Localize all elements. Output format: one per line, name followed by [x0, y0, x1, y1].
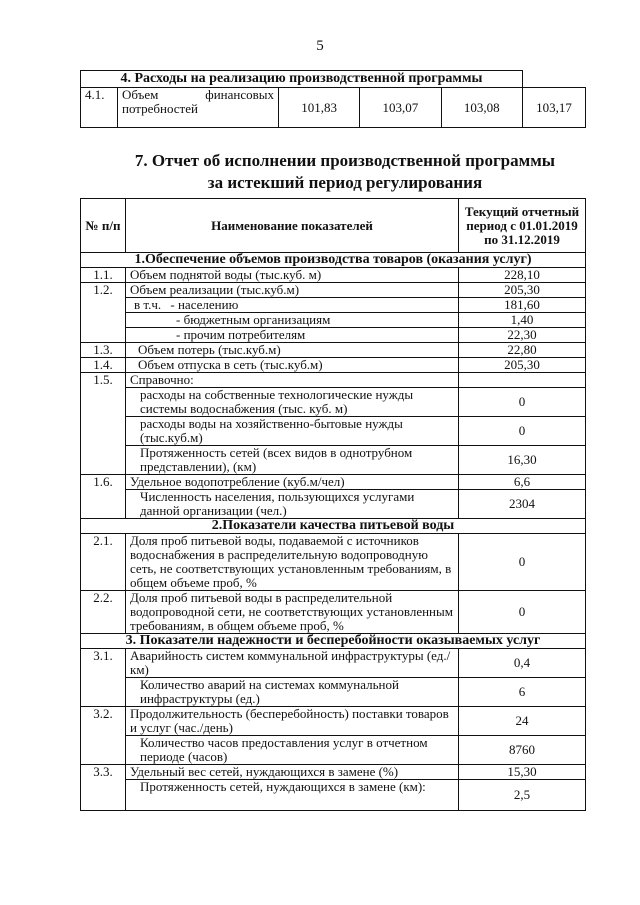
row-name: Удельный вес сетей, нуждающихся в замене (%): [126, 765, 459, 780]
table-row: [81, 343, 586, 358]
row-value: 6: [459, 678, 586, 707]
row-name: Численность населения, пользующихся услугами данной организации (чел.): [126, 490, 459, 519]
value-cell: 101,83: [279, 88, 360, 128]
row-value: 22,80: [459, 343, 586, 358]
row-name: Доля проб питьевой воды, подаваемой с источников водоснабжения в распределительную водопроводную сеть, не соответствующих установленным требованиям, в общем объеме проб, %: [126, 534, 459, 591]
row-name: Протяженность сетей (всех видов в однотрубном представлении), (км): [126, 446, 459, 475]
row-value: 181,60: [459, 298, 586, 313]
table-row: [81, 298, 586, 313]
expenses-table: [80, 70, 586, 128]
value-cell: 103,17: [522, 88, 585, 128]
row-value: 2,5: [459, 780, 586, 811]
row-name: Количество часов предоставления услуг в отчетном периоде (часов): [126, 736, 459, 765]
section-title: 2.Показатели качества питьевой воды: [81, 519, 586, 534]
table-row: [81, 591, 586, 634]
row-value: 1,40: [459, 313, 586, 328]
table-row: [81, 373, 586, 388]
table-row: [81, 765, 586, 780]
row-name: Объем поднятой воды (тыс.куб. м): [126, 268, 459, 283]
row-name: Аварийность систем коммунальной инфраструктуры (ед./км): [126, 649, 459, 678]
table-row: [81, 475, 586, 490]
row-name: - прочим потребителям: [126, 328, 459, 343]
row-number: 4.1.: [81, 88, 118, 128]
row-value: 228,10: [459, 268, 586, 283]
row-number: 3.3.: [81, 765, 126, 811]
row-number: 1.1.: [81, 268, 126, 283]
row-subname: - населению: [170, 297, 239, 312]
row-label: [118, 88, 279, 128]
table-row: [81, 490, 586, 519]
row-value: 24: [459, 707, 586, 736]
header-number: № п/п: [81, 199, 126, 253]
row-name: Объем потерь (тыс.куб.м): [126, 343, 459, 358]
label-part: финансовых: [205, 87, 274, 102]
row-name: расходы воды на хозяйственно-бытовые нужды (тыс.куб.м): [126, 417, 459, 446]
row-value: 0: [459, 534, 586, 591]
row-value: 2304: [459, 490, 586, 519]
report-title-line: за истекший период регулирования: [207, 173, 483, 192]
table-row: [81, 283, 586, 298]
row-name: расходы на собственные технологические нужды системы водоснабжения (тыс. куб. м): [126, 388, 459, 417]
row-value: 205,30: [459, 283, 586, 298]
table-row: [81, 328, 586, 343]
table-row: [81, 388, 586, 417]
row-value: 205,30: [459, 358, 586, 373]
row-number: 3.1.: [81, 649, 126, 707]
row-name: Доля проб питьевой воды в распределительной водопроводной сети, не соответствующих установленным требованиям, в общем объеме проб, %: [126, 591, 459, 634]
row-name: Протяженность сетей, нуждающихся в замене (км):: [126, 780, 459, 811]
value-cell: 103,07: [360, 88, 441, 128]
report-title-line: 7. Отчет об исполнении производственной программы: [134, 151, 556, 170]
row-value: 0: [459, 591, 586, 634]
row-name: Количество аварий на системах коммунальной инфраструктуры (ед.): [126, 678, 459, 707]
table-row: [81, 678, 586, 707]
row-number: 2.1.: [81, 534, 126, 591]
page-number: 5: [316, 38, 324, 54]
row-value: 6,6: [459, 475, 586, 490]
label-part: Объем: [122, 87, 159, 102]
row-value: 15,30: [459, 765, 586, 780]
row-number: 1.2.: [81, 283, 126, 343]
row-value: 0: [459, 417, 586, 446]
expenses-section-title: 4. Расходы на реализацию производственной программы: [81, 71, 523, 88]
report-title: [0, 150, 640, 194]
table-row: [81, 649, 586, 678]
table-row: [81, 736, 586, 765]
row-value: 8760: [459, 736, 586, 765]
row-number: 1.5.: [81, 373, 126, 475]
section-title: 3. Показатели надежности и бесперебойности оказываемых услуг: [81, 634, 586, 649]
header-name: Наименование показателей: [126, 199, 459, 253]
row-value: 22,30: [459, 328, 586, 343]
value-cell: 103,08: [441, 88, 522, 128]
row-name: Объем отпуска в сеть (тыс.куб.м): [126, 358, 459, 373]
row-name: Удельное водопотребление (куб.м/чел): [126, 475, 459, 490]
row-name: Продолжительность (бесперебойность) поставки товаров и услуг (час./день): [126, 707, 459, 736]
row-number: 1.3.: [81, 343, 126, 358]
table-row: [81, 446, 586, 475]
row-value: 0,4: [459, 649, 586, 678]
row-number: 2.2.: [81, 591, 126, 634]
row-number: 1.4.: [81, 358, 126, 373]
row-name: [126, 298, 459, 313]
table-row: [81, 313, 586, 328]
table-row: [81, 534, 586, 591]
row-value: 16,30: [459, 446, 586, 475]
label-part: потребностей: [122, 101, 198, 116]
row-prefix: в т.ч.: [134, 297, 162, 312]
row-number: 1.6.: [81, 475, 126, 519]
row-value: 0: [459, 388, 586, 417]
table-row: [81, 268, 586, 283]
section-title: 1.Обеспечение объемов производства товаров (оказания услуг): [81, 253, 586, 268]
table-row: [81, 707, 586, 736]
table-row: [81, 780, 586, 811]
report-table: [80, 198, 586, 811]
table-row: [81, 358, 586, 373]
header-period: Текущий отчетный период с 01.01.2019 по 31.12.2019: [459, 199, 586, 253]
row-name: Справочно:: [126, 373, 459, 388]
row-name: - бюджетным организациям: [126, 313, 459, 328]
row-name: Объем реализации (тыс.куб.м): [126, 283, 459, 298]
row-number: 3.2.: [81, 707, 126, 765]
table-row: [81, 417, 586, 446]
